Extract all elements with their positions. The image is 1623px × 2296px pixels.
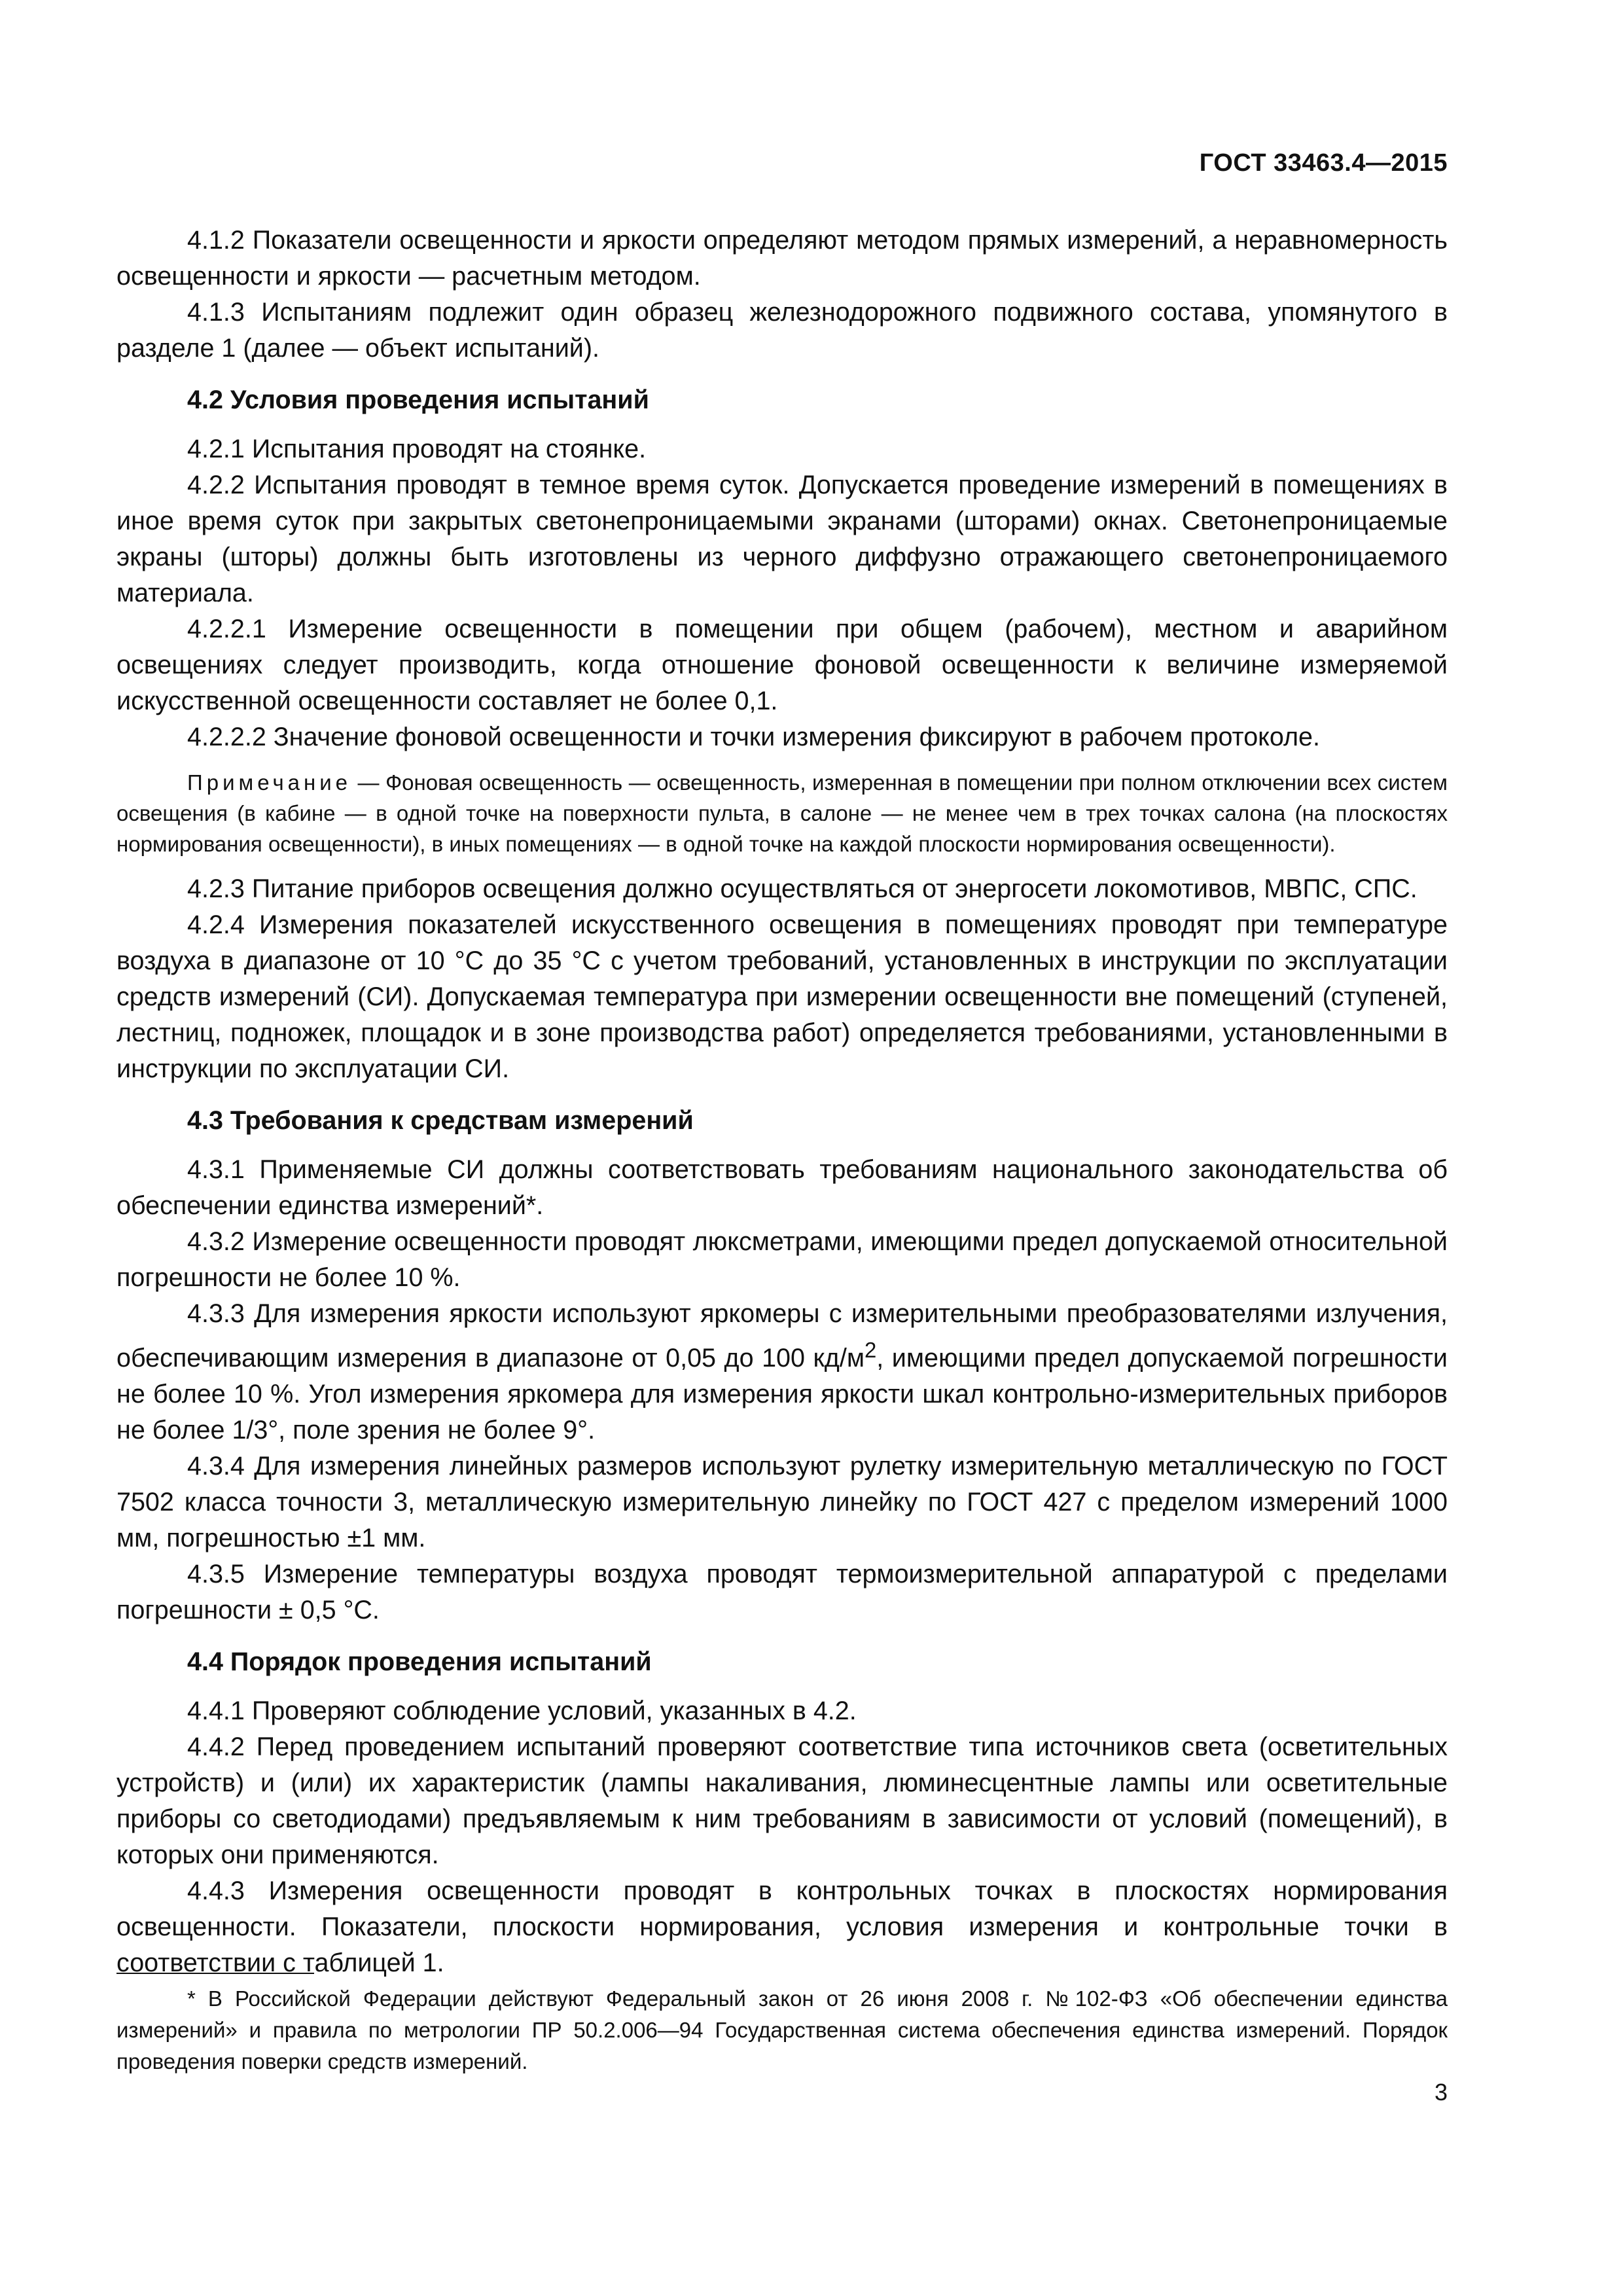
footnote-divider	[116, 1973, 314, 1974]
page-body	[116, 223, 1448, 1981]
paragraph-4-3-5: 4.3.5 Измерение температуры воздуха проводят термоизмерительной аппаратурой с пределами погрешности ± 0,5 °С.	[116, 1560, 1448, 1625]
section-heading-4-4: 4.4 Порядок проведения испытаний	[187, 1647, 652, 1677]
paragraph-4-4-1: 4.4.1 Проверяют соблюдение условий, указанных в 4.2.	[187, 1696, 857, 1726]
paragraph-4-2-2-2: 4.2.2.2 Значение фоновой освещенности и точки измерения фиксируют в рабочем протоколе.	[187, 723, 1320, 751]
paragraph-4-3-2: 4.3.2 Измерение освещенности проводят люксметрами, имеющими предел допускаемой относительной погрешности не более 10 %.	[116, 1227, 1448, 1292]
paragraph-4-3-3	[116, 1296, 1448, 1448]
paragraph-4-4-3: 4.4.3 Измерения освещенности проводят в контрольных точках в плоскостях нормирования освещенности. Показатели, плоскости нормирования, условия измерения и контрольные точки в соответствии с таблицей 1.	[116, 1876, 1448, 1978]
paragraph-4-2-4: 4.2.4 Измерения показателей искусственного освещения в помещениях проводят при температуре воздуха в диапазоне от 10 °С до 35 °С с учетом требований, установленных в инструкции по эксплуатации средств измерений (СИ). Допускаемая температура при измерении освещенности вне помещений (ступеней, лестниц, подножек, площадок и в зоне производства работ) определяется требованиями, установленными в инструкции по эксплуатации СИ.	[116, 910, 1448, 1083]
paragraph-4-3-3-part-a: 4.3.3 Для измерения яркости используют яркомеры с измерительными преобразователями излучения, обеспечивающим измерения в диапазоне от 0,05 до 100 кд/м	[116, 1299, 1448, 1373]
page-number: 3	[1434, 2079, 1448, 2106]
footnote: * В Российской Федерации действуют Федеральный закон от 26 июня 2008 г. №102-ФЗ «Об обеспечении единства измерений» и правила по метрологии ПР 50.2.006—94 Государственная система обеспечения единства измерений. Порядок проведения поверки средств измерений.	[116, 1986, 1448, 2073]
paragraph-4-2-1: 4.2.1 Испытания проводят на стоянке.	[187, 435, 647, 463]
paragraph-4-4-2: 4.4.2 Перед проведением испытаний проверяют соответствие типа источников света (осветительных устройств) и (или) их характеристик (лампы накаливания, люминесцентные лампы или осветительные приборы со светодиодами) предъявляемым к ним требованиям в зависимости от условий (помещений), в которых они применяются.	[116, 1732, 1448, 1870]
paragraph-4-3-3-part-b: , имеющими предел допускаемой погрешности не более 10 %. Угол измерения яркомера для измерения яркости шкал контрольно-измерительных приборов не более 1/3°, поле зрения не более 9°.	[116, 1344, 1448, 1445]
note-block	[116, 767, 1448, 859]
section-heading-4-2: 4.2 Условия проведения испытаний	[187, 386, 649, 414]
paragraph-4-1-3: 4.1.3 Испытаниям подлежит один образец железнодорожного подвижного состава, упомянутого в разделе 1 (далее — объект испытаний).	[116, 298, 1448, 363]
paragraph-4-1-2: 4.1.2 Показатели освещенности и яркости определяют методом прямых измерений, а неравномерность освещенности и яркости — расчетным методом.	[116, 226, 1448, 291]
note-text: — Фоновая освещенность — освещенность, измеренная в помещении при полном отключении всех систем освещения (в кабине — в одной точке на поверхности пульта, в салоне — не менее чем в трех точках салона (на плоскостях нормирования освещенности), в иных помещениях — в одной точке на каждой плоскости нормирования освещенности).	[116, 770, 1448, 856]
paragraph-4-2-2-1: 4.2.2.1 Измерение освещенности в помещении при общем (рабочем), местном и аварийном освещениях следует производить, когда отношение фоновой освещенности к величине измеряемой искусственной освещенности составляет не более 0,1.	[116, 615, 1448, 715]
paragraph-4-2-3: 4.2.3 Питание приборов освещения должно осуществляться от энергосети локомотивов, МВПС, СПС.	[187, 874, 1418, 903]
paragraph-4-3-4: 4.3.4 Для измерения линейных размеров используют рулетку измерительную металлическую по ГОСТ 7502 класса точности 3, металлическую измерительную линейку по ГОСТ 427 с пределом измерений 1000 мм, погрешностью ±1 мм.	[116, 1452, 1448, 1553]
paragraph-4-3-1: 4.3.1 Применяемые СИ должны соответствовать требованиям национального законодательства об обеспечении единства измерений*.	[116, 1155, 1448, 1220]
paragraph-4-2-2: 4.2.2 Испытания проводят в темное время суток. Допускается проведение измерений в помещениях в иное время суток при закрытых светонепроницаемыми экранами (шторами) окнах. Светонепроницаемые экраны (шторы) должны быть изготовлены из черного диффузно отражающего светонепроницаемого материала.	[116, 471, 1448, 607]
superscript-2: 2	[864, 1338, 877, 1362]
section-heading-4-3: 4.3 Требования к средствам измерений	[187, 1106, 694, 1135]
note-label: Примечание	[187, 770, 352, 795]
standard-number-header: ГОСТ 33463.4—2015	[1199, 149, 1448, 177]
